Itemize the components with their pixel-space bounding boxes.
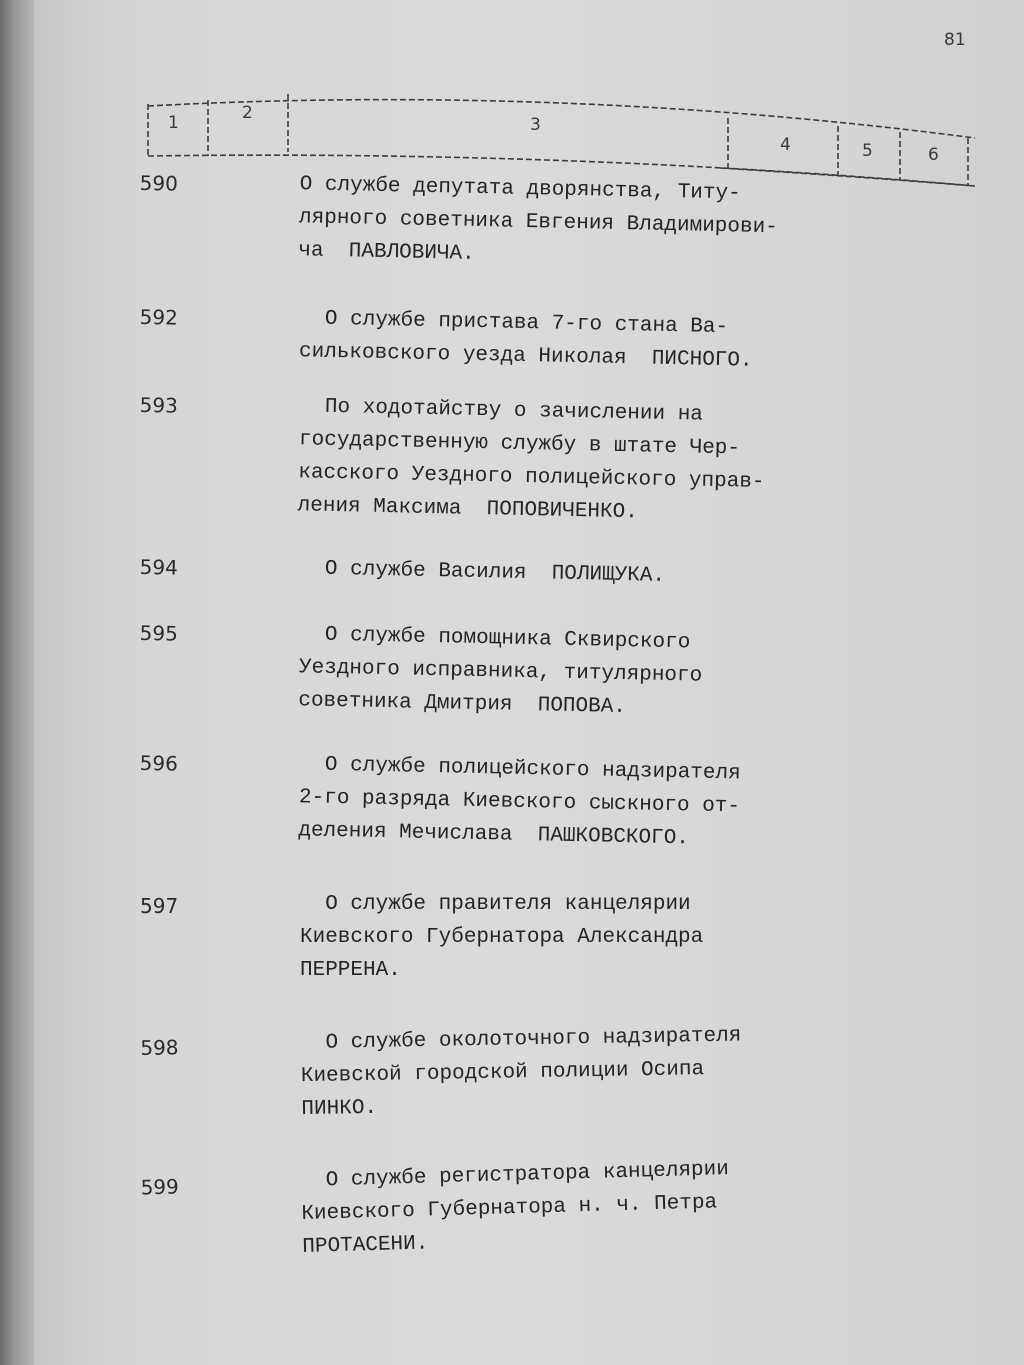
entry-598	[130, 1018, 830, 1122]
entry-line: О службе помощника Сквирского	[299, 623, 691, 655]
entry-line: О службе депутата дворянства, Титу-	[299, 173, 741, 206]
entry-line: ПЕРРЕНА.	[300, 959, 401, 982]
entry-line: Киевского Губернатора Александра	[300, 926, 704, 949]
entry-line: О службе правителя канцелярии	[300, 893, 691, 916]
entry-line: деления Мечислава ПАШКОВСКОГО.	[298, 819, 690, 851]
entry-594	[130, 549, 830, 588]
entry-line: сильковского уезда Николая ПИСНОГО.	[298, 340, 753, 373]
entry-line: О службе полицейского надзирателя	[299, 753, 741, 786]
page-number: 81	[944, 30, 966, 50]
column-label-2: 2	[242, 103, 253, 123]
entry-599	[130, 1150, 830, 1259]
entry-line: Киевской городской полиции Осипа	[300, 1058, 705, 1089]
entry-line: Киевского Губернатора н. ч. Петра	[301, 1191, 718, 1227]
entry-number: 598	[140, 1035, 179, 1060]
entry-number: 593	[139, 392, 179, 418]
entry-text	[300, 1150, 833, 1264]
entry-text	[300, 1018, 832, 1126]
entry-text	[299, 302, 830, 379]
entry-596	[130, 745, 830, 851]
entry-line: Уездного исправника, титулярного	[298, 656, 703, 688]
entry-number: 596	[139, 750, 179, 776]
entry-number: 592	[139, 304, 179, 330]
entry-number: 595	[139, 620, 179, 646]
entry-number: 594	[139, 554, 179, 580]
entry-595	[130, 615, 830, 720]
column-label-4: 4	[780, 135, 791, 155]
entry-line: По ходотайству о зачислении на	[299, 395, 704, 427]
entry-text	[300, 888, 830, 987]
entry-line: 2-го разряда Киевского сыскного от-	[298, 786, 741, 819]
entry-line: государственную службу в штате Чер-	[298, 428, 741, 461]
entry-line: О службе регистратора канцелярии	[300, 1158, 730, 1194]
entry-line: ПИНКО.	[301, 1096, 378, 1122]
column-label-1: 1	[168, 113, 179, 133]
column-label-5: 5	[862, 141, 873, 161]
entry-text	[299, 552, 830, 596]
column-label-3: 3	[530, 115, 541, 135]
entry-line: советника Дмитрия ПОПОВА.	[298, 689, 627, 720]
entry-line: касского Уездного полицейского управ-	[298, 461, 765, 494]
entry-text	[298, 168, 830, 278]
entry-line: лярного советника Евгения Владимирови-	[298, 206, 779, 240]
entry-line: ПРОТАСЕНИ.	[302, 1232, 429, 1259]
entry-number: 599	[140, 1174, 180, 1200]
entry-line: О службе пристава 7-го стана Ва-	[299, 307, 729, 340]
entry-number: 597	[140, 894, 179, 918]
entry-592	[130, 299, 830, 373]
entry-590	[130, 165, 830, 266]
entry-text	[297, 390, 830, 533]
entry-line: ления Максима ПОПОВИЧЕНКО.	[297, 494, 639, 525]
entry-593	[130, 387, 830, 525]
entry-line: ча ПАВЛОВИЧА.	[298, 239, 475, 266]
column-label-6: 6	[928, 145, 939, 165]
entry-text	[298, 748, 830, 858]
entry-line: О службе околоточного надзирателя	[300, 1024, 742, 1056]
entry-line: О службе Василия ПОЛИЩУКА.	[299, 557, 666, 588]
entry-number: 590	[139, 170, 179, 196]
entry-text	[298, 618, 830, 728]
